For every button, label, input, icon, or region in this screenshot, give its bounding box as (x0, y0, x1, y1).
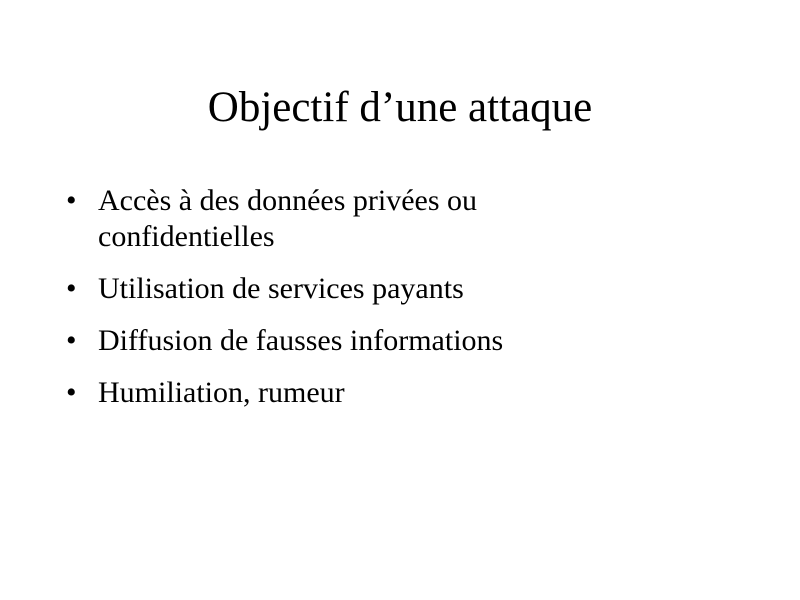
bullet-text: Humiliation, rumeur (98, 376, 345, 409)
bullet-text: Accès à des données privées ou confidentielles (98, 184, 478, 253)
slide-title: Objectif d’une attaque (207, 84, 593, 131)
list-item (66, 375, 626, 411)
bullet-icon: • (66, 272, 77, 305)
bullet-list (66, 183, 626, 427)
bullet-text: Diffusion de fausses informations (98, 324, 504, 357)
list-item (66, 271, 626, 307)
bullet-icon: • (66, 376, 77, 409)
bullet-icon: • (66, 324, 77, 357)
list-item (66, 183, 626, 255)
bullet-text: Utilisation de services payants (98, 272, 464, 305)
bullet-icon: • (66, 184, 77, 217)
list-item (66, 323, 626, 359)
